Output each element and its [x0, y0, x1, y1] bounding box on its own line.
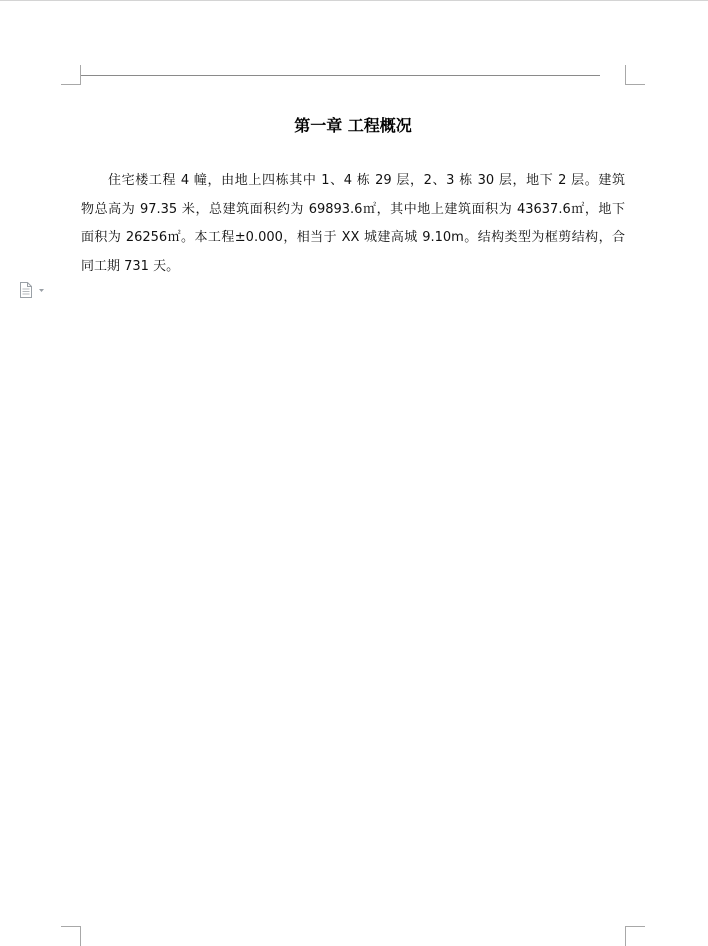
document-icon	[19, 282, 47, 298]
top-right-margin-marker	[625, 65, 645, 85]
paste-options-icon[interactable]	[19, 282, 47, 298]
paragraph-line: 同工期 731 天。	[81, 258, 180, 274]
chapter-title: 第一章 工程概况	[294, 116, 412, 135]
top-left-margin-marker	[61, 65, 81, 85]
header-divider-line	[81, 75, 600, 76]
bottom-right-margin-marker	[625, 926, 645, 946]
paragraph-line: 物总高为 97.35 米，总建筑面积约为 69893.6㎡，其中地上建筑面积为 43637.6㎡，地下	[81, 201, 625, 217]
chevron-down-icon	[39, 289, 44, 292]
paragraph-line: 住宅楼工程 4 幢，由地上四栋其中 1、4 栋 29 层，2、3 栋 30 层，地下 2 层。建筑	[108, 173, 625, 188]
paragraph-line: 面积为 26256㎡。本工程±0.000，相当于 XX 城建高城 9.10m。结构类型为框剪结构，合	[81, 230, 625, 245]
body-paragraph	[81, 167, 625, 281]
bottom-left-margin-marker	[61, 926, 81, 946]
